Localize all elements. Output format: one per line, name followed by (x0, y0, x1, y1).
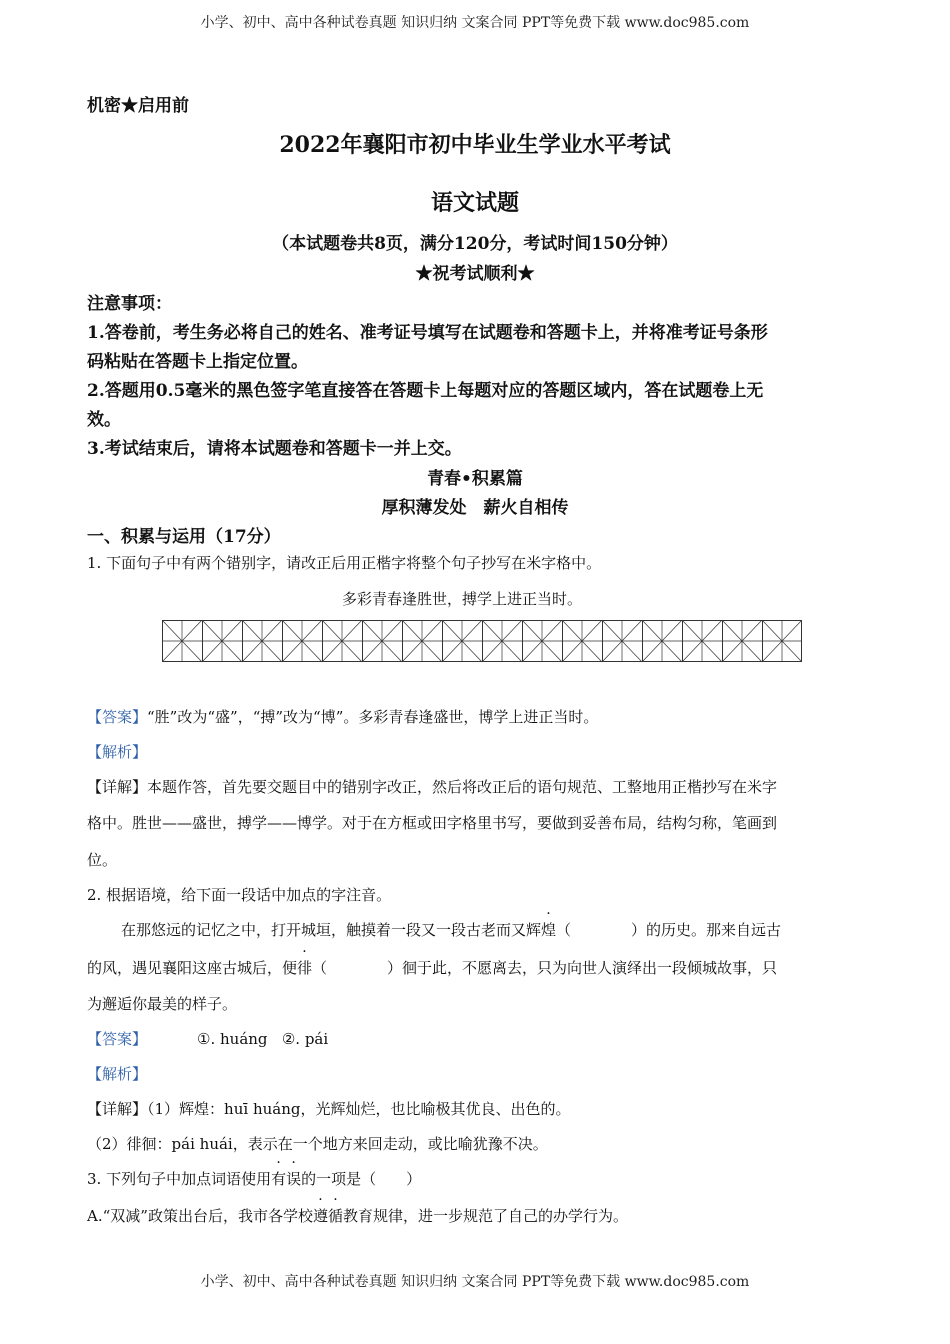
notice-item-1-line-2: 码粘贴在答题卡上指定位置。 (87, 352, 308, 372)
dotted-char: 误 (286, 1170, 302, 1188)
detail-text: （1）辉煌：huī huáng，光辉灿烂，也比喻极其优良、出色的。 (147, 1100, 571, 1118)
page-header: 小学、初中、高中各种试卷真题 知识归纳 文案合同 PPT等免费下载 www.doc985.com (200, 15, 750, 31)
option-text: 教育规律，进一步规范了自己的办学行为。 (342, 1207, 628, 1225)
q1-detail-line-3: 位。 (87, 851, 118, 869)
mizige-grid (162, 620, 802, 662)
passage-text: 在那悠远的记忆之中，打开城垣，触摸着一段又一段古老而又辉 (121, 921, 542, 939)
notice-item-2-line-2: 效。 (87, 410, 121, 430)
q2-detail-2: （2）徘徊：pái huái，表示在一个地方来回走动，或比喻犹豫不决。 (87, 1135, 548, 1153)
answer-tag: 【答案】 (87, 708, 148, 726)
notice-item-2-line-1: 2.答题用0.5毫米的黑色签字笔直接答在答题卡上每题对应的答题区域内，答在试题卷上无 (87, 381, 764, 401)
q2-answer-1: ①. huáng (197, 1030, 268, 1048)
detail-text: 本题作答，首先要交题目中的错别字改正，然后将改正后的语句规范、工整地用正楷抄写在米字 (147, 778, 778, 796)
answer-tag: 【答案】 (87, 1030, 148, 1048)
notice-heading: 注意事项： (87, 294, 172, 314)
stem-text: 3. 下列句子中加点词语使用 (87, 1170, 272, 1188)
passage-text: （ ）的历史。那来自远古 (556, 921, 782, 939)
q1-detail-line-1 (87, 776, 777, 797)
q2-passage-line-2 (87, 957, 777, 978)
q2-passage-line-3: 为邂逅你最美的样子。 (87, 995, 238, 1013)
q1-stem: 1. 下面句子中有两个错别字，请改正后用正楷字将整个句子抄写在米字格中。 (87, 554, 602, 572)
q3-stem (87, 1168, 421, 1189)
section-heading: 一、积累与运用（17分） (87, 527, 281, 547)
q1-detail-line-2: 格中。胜世——盛世，搏学——博学。对于在方框或田字格里书写，要做到妥善布局，结构匀称，笔画到 (87, 814, 778, 832)
chapter-subtitle: 厚积薄发处 薪火自相传 (381, 498, 569, 518)
q1-answer-text: “胜”改为“盛”，“搏”改为“博”。多彩青春逢盛世，博学上进正当时。 (147, 708, 599, 726)
dotted-char: 煌 (541, 921, 557, 939)
q2-answer-2: ②. pái (281, 1030, 329, 1048)
dotted-char: 徘 (297, 959, 313, 977)
q2-analysis-tag: 【解析】 (87, 1065, 148, 1083)
exam-info: （本试题卷共8页，满分120分，考试时间150分钟） (272, 234, 678, 254)
notice-item-3: 3.考试结束后，请将本试题卷和答题卡一并上交。 (87, 439, 462, 459)
q2-passage-line-1 (121, 919, 781, 940)
notice-item-1-line-1: 1.答卷前，考生务必将自己的姓名、准考证号填写在试题卷和答题卡上，并将准考证号条形 (87, 323, 768, 343)
q2-answer (87, 1028, 328, 1049)
good-luck: ★祝考试顺利★ (415, 264, 535, 284)
q2-detail-1 (87, 1098, 570, 1119)
passage-text: 的风，遇见襄阳这座古城后，便 (87, 959, 298, 977)
option-text: A.“双减”政策出台后，我市各学校 (87, 1207, 313, 1225)
dotted-char: 有 (271, 1170, 287, 1188)
dotted-char: 遵 (312, 1207, 328, 1225)
passage-text: （ ）徊于此，不愿离去，只为向世人演绎出一段倾城故事，只 (312, 959, 778, 977)
chapter-title: 青春•积累篇 (427, 469, 523, 489)
detail-tag: 【详解】 (87, 1100, 148, 1118)
page-footer: 小学、初中、高中各种试卷真题 知识归纳 文案合同 PPT等免费下载 www.doc985.com (200, 1274, 750, 1290)
confidential-label: 机密★启用前 (87, 96, 189, 116)
dotted-char: 循 (327, 1207, 343, 1225)
subject-title: 语文试题 (430, 190, 519, 216)
q1-analysis-tag: 【解析】 (87, 743, 148, 761)
q1-answer (87, 706, 598, 727)
stem-text: 的一项是（ ） (301, 1170, 422, 1188)
exam-title: 2022年襄阳市初中毕业生学业水平考试 (279, 132, 671, 158)
q1-sentence: 多彩青春逢胜世，搏学上进正当时。 (342, 590, 583, 608)
q3-option-a (87, 1205, 628, 1226)
detail-tag: 【详解】 (87, 778, 148, 796)
q2-stem: 2. 根据语境，给下面一段话中加点的字注音。 (87, 886, 392, 904)
